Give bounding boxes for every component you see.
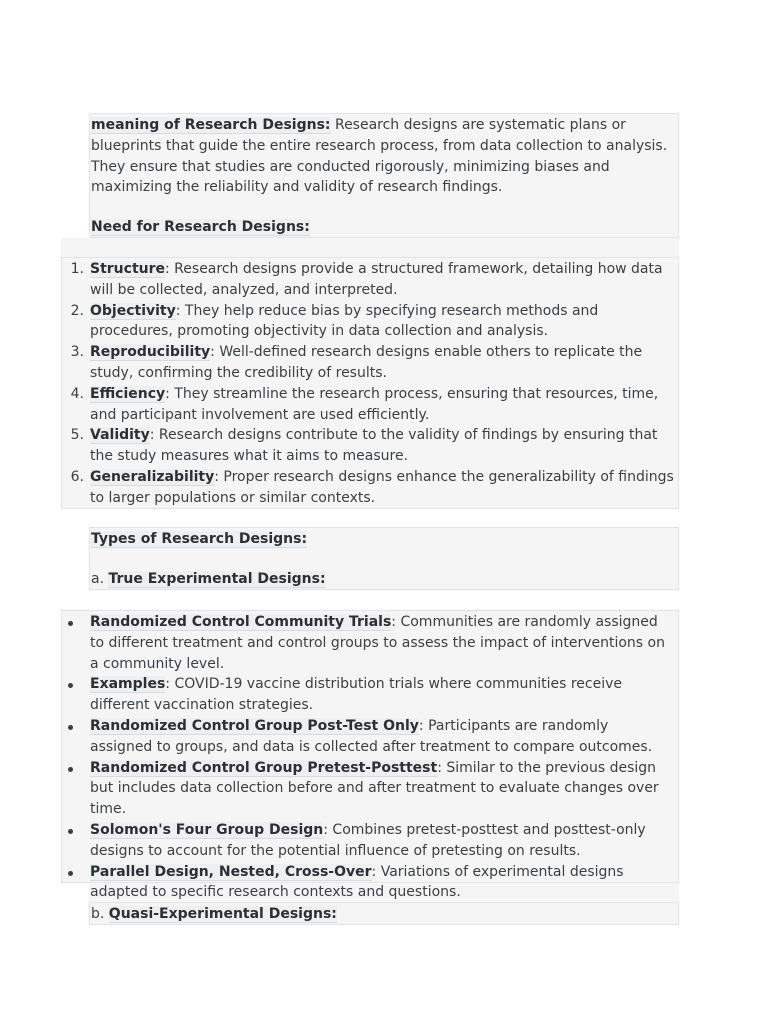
list-item xyxy=(62,758,674,820)
list-number: 2. xyxy=(70,302,84,319)
bullet-icon xyxy=(68,725,73,730)
background-strip xyxy=(61,238,679,257)
need-list-block xyxy=(61,257,679,509)
meaning-text: Research designs are systematic plans or blueprints that guide the entire research process, from data collection to analysis. They ensure that studies are conducted rigorously, minimizing biases and maximizing the reliability and validity of research findings. xyxy=(91,117,668,196)
bullet-icon xyxy=(68,683,73,688)
list-number: 4. xyxy=(70,385,84,402)
list-item-text: : Communities are randomly assigned to different treatment and control groups to assess the impact of interventions on a community level. xyxy=(90,614,665,672)
types-heading-paragraph xyxy=(91,529,674,550)
list-item-term: Randomized Control Community Trials xyxy=(90,614,392,630)
list-item xyxy=(62,384,674,426)
list-item-term: Examples xyxy=(90,676,166,693)
list-item-term: Solomon's Four Group Design xyxy=(90,821,324,838)
list-item-term: Randomized Control Group Post-Test Only xyxy=(90,717,419,734)
experimental-list xyxy=(62,612,674,903)
intro-paragraph-block xyxy=(89,113,679,238)
bullet-icon xyxy=(68,871,73,876)
list-item-term: Generalizability xyxy=(90,468,215,485)
list-item xyxy=(62,425,674,467)
list-item-text: : Combines pretest-posttest and posttest-only designs to account for the potential influence of pretesting on results. xyxy=(90,821,646,859)
quasi-heading-paragraph xyxy=(91,904,674,925)
list-item-term: Efficiency xyxy=(90,385,166,402)
list-item-text: : Research designs contribute to the validity of findings by ensuring that the study measures what it aims to measure. xyxy=(90,427,658,465)
list-item xyxy=(62,674,674,716)
list-item-text: : Participants are randomly assigned to groups, and data is collected after treatment to compare outcomes. xyxy=(90,717,653,755)
list-item xyxy=(62,862,674,904)
list-item-text: : Research designs provide a structured framework, detailing how data will be collected, analyzed, and interpreted. xyxy=(90,261,663,298)
subsection-prefix: a. xyxy=(91,570,109,587)
list-item-text: : Similar to the previous design but includes data collection before and after treatment to evaluate changes over time. xyxy=(90,759,659,818)
list-item xyxy=(62,716,674,758)
types-heading: Types of Research Designs: xyxy=(91,531,308,547)
list-item-term: Parallel Design, Nested, Cross-Over xyxy=(90,863,372,880)
need-list xyxy=(62,259,674,509)
list-item xyxy=(62,342,674,384)
list-item-text: : They streamline the research process, ensuring that resources, time, and participant involvement are used efficiently. xyxy=(90,385,659,423)
experimental-list-block xyxy=(61,610,679,901)
list-item xyxy=(62,259,674,301)
list-item-text: : Well-defined research designs enable others to replicate the study, confirming the credibility of results. xyxy=(90,344,643,381)
list-item-text: : Proper research designs enhance the generalizability of findings to larger populations or similar contexts. xyxy=(90,468,674,506)
list-number: 6. xyxy=(70,468,84,485)
bullet-icon xyxy=(68,767,73,772)
list-item-term: Structure xyxy=(90,261,166,277)
list-item-text: : They help reduce bias by specifying research methods and procedures, promoting objectivity in data collection and analysis. xyxy=(90,302,599,340)
list-item-term: Objectivity xyxy=(90,302,176,319)
list-item-text: : Variations of experimental designs adapted to specific research contexts and questions. xyxy=(90,863,624,901)
bullet-icon xyxy=(68,621,73,626)
list-item xyxy=(62,612,674,674)
list-number: 3. xyxy=(70,344,84,361)
types-heading-block xyxy=(89,527,679,590)
quasi-heading-block xyxy=(89,902,679,925)
subsection-prefix: b. xyxy=(91,906,109,922)
true-experimental-heading: True Experimental Designs: xyxy=(108,570,326,587)
list-item-term: Validity xyxy=(90,427,150,444)
quasi-experimental-heading: Quasi-Experimental Designs: xyxy=(108,906,337,922)
meaning-heading: meaning of Research Designs: xyxy=(91,117,331,133)
list-item xyxy=(62,467,674,509)
need-heading: Need for Research Designs: xyxy=(91,219,310,236)
list-number: 5. xyxy=(70,427,84,444)
meaning-paragraph xyxy=(91,115,674,198)
list-item xyxy=(62,301,674,343)
list-item-term: Reproducibility xyxy=(90,344,211,361)
list-item-text: : COVID-19 vaccine distribution trials where communities receive different vaccination strategies. xyxy=(90,676,622,714)
bullet-icon xyxy=(68,829,73,834)
list-number: 1. xyxy=(70,261,84,277)
need-heading-paragraph xyxy=(91,217,674,238)
list-item-term: Randomized Control Group Pretest-Posttest xyxy=(90,759,438,776)
true-experimental-heading-paragraph xyxy=(91,569,674,590)
list-item xyxy=(62,820,674,862)
